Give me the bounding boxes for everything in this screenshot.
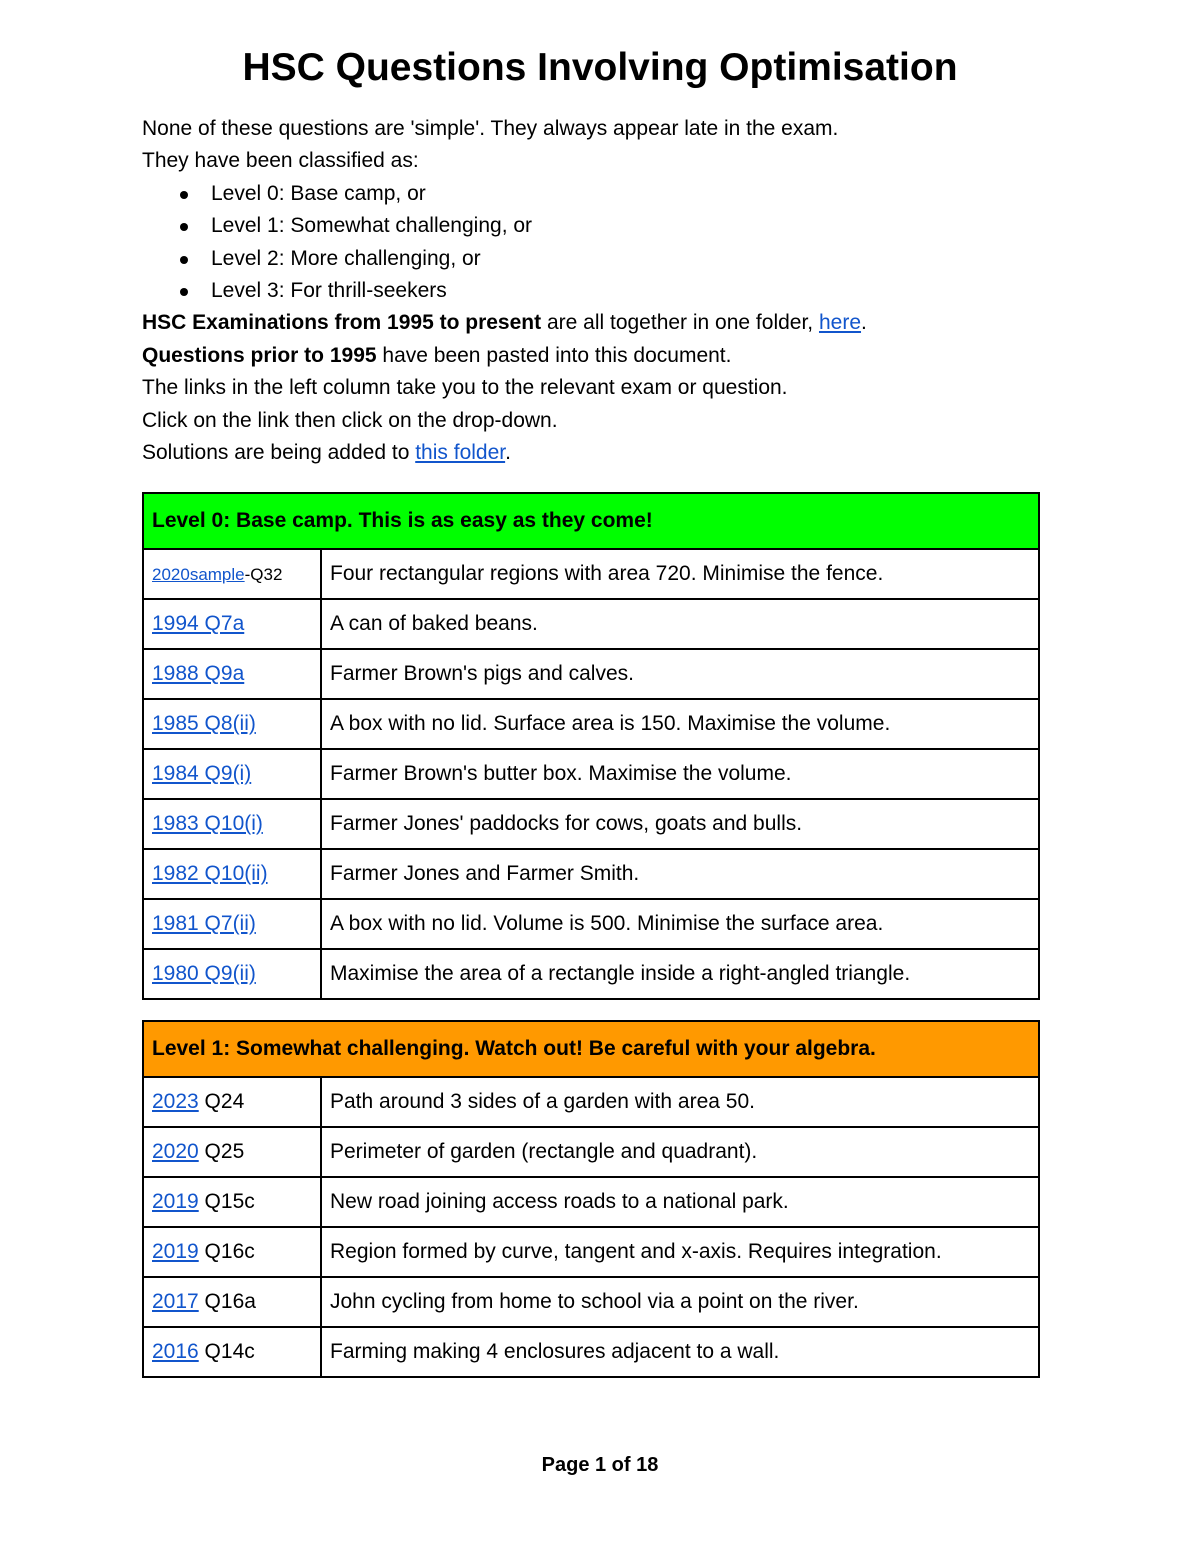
question-desc: A box with no lid. Surface area is 150. Maximise the volume. (321, 699, 1039, 749)
question-desc: Farmer Jones' paddocks for cows, goats and bulls. (321, 799, 1039, 849)
prior-bold-text: Questions prior to 1995 (142, 343, 377, 367)
question-ref-cell: 2017 Q16a (143, 1277, 321, 1327)
question-desc: Farming making 4 enclosures adjacent to a wall. (321, 1327, 1039, 1377)
intro-line-2: They have been classified as: (142, 149, 419, 173)
question-desc: A can of baked beans. (321, 599, 1039, 649)
question-link[interactable]: 2020sample (152, 565, 245, 584)
question-link[interactable]: 1985 Q8(ii) (152, 712, 256, 735)
question-link[interactable]: 2016 (152, 1340, 199, 1363)
table-row (143, 1077, 1039, 1127)
question-ref-cell: 2016 Q14c (143, 1327, 321, 1377)
question-link[interactable]: 1981 Q7(ii) (152, 912, 256, 935)
table-row (143, 549, 1039, 599)
table-row (143, 849, 1039, 899)
level-list (142, 178, 1042, 308)
table-row (143, 749, 1039, 799)
click-line: Click on the link then click on the drop-down. (142, 408, 558, 432)
question-link[interactable]: 2019 (152, 1190, 199, 1213)
table-row (143, 1277, 1039, 1327)
question-link[interactable]: 1980 Q9(ii) (152, 962, 256, 985)
question-desc: Perimeter of garden (rectangle and quadrant). (321, 1127, 1039, 1177)
question-ref-cell: 2020 Q25 (143, 1127, 321, 1177)
question-ref-cell: 2023 Q24 (143, 1077, 321, 1127)
level-list-item: Level 0: Base camp, or (142, 178, 1042, 210)
exams-line: HSC Examinations from 1995 to present are all together in one folder, here. (142, 311, 867, 335)
table-row (143, 799, 1039, 849)
solutions-folder-link[interactable]: this folder (415, 441, 506, 465)
bullet-icon (180, 223, 188, 231)
question-ref-cell (143, 899, 321, 949)
level-0-table (142, 492, 1040, 1000)
question-ref-cell (143, 649, 321, 699)
table-row (143, 699, 1039, 749)
level-1-header-row (143, 1021, 1039, 1077)
question-link[interactable]: 1984 Q9(i) (152, 762, 252, 785)
question-ref-cell (143, 799, 321, 849)
level-list-item: Level 1: Somewhat challenging, or (142, 210, 1042, 242)
question-desc: Farmer Brown's butter box. Maximise the volume. (321, 749, 1039, 799)
question-link[interactable]: 1994 Q7a (152, 612, 245, 635)
question-desc: New road joining access roads to a national park. (321, 1177, 1039, 1227)
table-row (143, 1127, 1039, 1177)
question-link[interactable]: 2017 (152, 1290, 199, 1313)
question-ref-cell: 2019 Q16c (143, 1227, 321, 1277)
question-desc: A box with no lid. Volume is 500. Minimise the surface area. (321, 899, 1039, 949)
level-0-header-row (143, 493, 1039, 549)
table-row (143, 1227, 1039, 1277)
question-ref-cell (143, 749, 321, 799)
level-list-item: Level 3: For thrill-seekers (142, 275, 1042, 307)
question-ref-cell (143, 599, 321, 649)
question-desc: Farmer Brown's pigs and calves. (321, 649, 1039, 699)
question-desc: Farmer Jones and Farmer Smith. (321, 849, 1039, 899)
question-ref-cell: 2019 Q15c (143, 1177, 321, 1227)
question-link[interactable]: 1988 Q9a (152, 662, 245, 685)
page-title: HSC Questions Involving Optimisation (242, 46, 958, 89)
question-link[interactable]: 2019 (152, 1240, 199, 1263)
links-line: The links in the left column take you to the relevant exam or question. (142, 376, 788, 400)
level-1-table (142, 1020, 1040, 1378)
question-link[interactable]: 1983 Q10(i) (152, 812, 263, 835)
question-ref-cell (143, 699, 321, 749)
table-row (143, 649, 1039, 699)
question-link[interactable]: 1982 Q10(ii) (152, 862, 268, 885)
bullet-icon (180, 256, 188, 264)
question-ref-cell: 2020sample-Q32 (143, 549, 321, 599)
table-row (143, 949, 1039, 999)
level-0-header: Level 0: Base camp. This is as easy as they come! (143, 493, 1039, 549)
exams-bold-text: HSC Examinations from 1995 to present (142, 311, 542, 335)
level-list-item: Level 2: More challenging, or (142, 243, 1042, 275)
solutions-line: Solutions are being added to this folder. (142, 441, 511, 465)
question-desc: Path around 3 sides of a garden with area 50. (321, 1077, 1039, 1127)
page-number: Page 1 of 18 (541, 1454, 659, 1476)
question-desc: Region formed by curve, tangent and x-axis. Requires integration. (321, 1227, 1039, 1277)
question-link[interactable]: 2023 (152, 1090, 199, 1113)
bullet-icon (180, 288, 188, 296)
here-link[interactable]: here (818, 311, 862, 335)
intro-line-1: None of these questions are 'simple'. They always appear late in the exam. (142, 117, 839, 140)
table-row (143, 899, 1039, 949)
table-row (143, 1177, 1039, 1227)
prior-line: Questions prior to 1995 have been pasted into this document. (142, 343, 732, 367)
table-row (143, 599, 1039, 649)
question-ref-cell (143, 949, 321, 999)
question-link[interactable]: 2020 (152, 1140, 199, 1163)
question-desc: John cycling from home to school via a point on the river. (321, 1277, 1039, 1327)
bullet-icon (180, 191, 188, 199)
table-row (143, 1327, 1039, 1377)
question-desc: Maximise the area of a rectangle inside a right-angled triangle. (321, 949, 1039, 999)
level-1-header: Level 1: Somewhat challenging. Watch out! Be careful with your algebra. (143, 1021, 1039, 1077)
question-ref-cell (143, 849, 321, 899)
question-desc: Four rectangular regions with area 720. Minimise the fence. (321, 549, 1039, 599)
intro-section (142, 113, 1042, 469)
